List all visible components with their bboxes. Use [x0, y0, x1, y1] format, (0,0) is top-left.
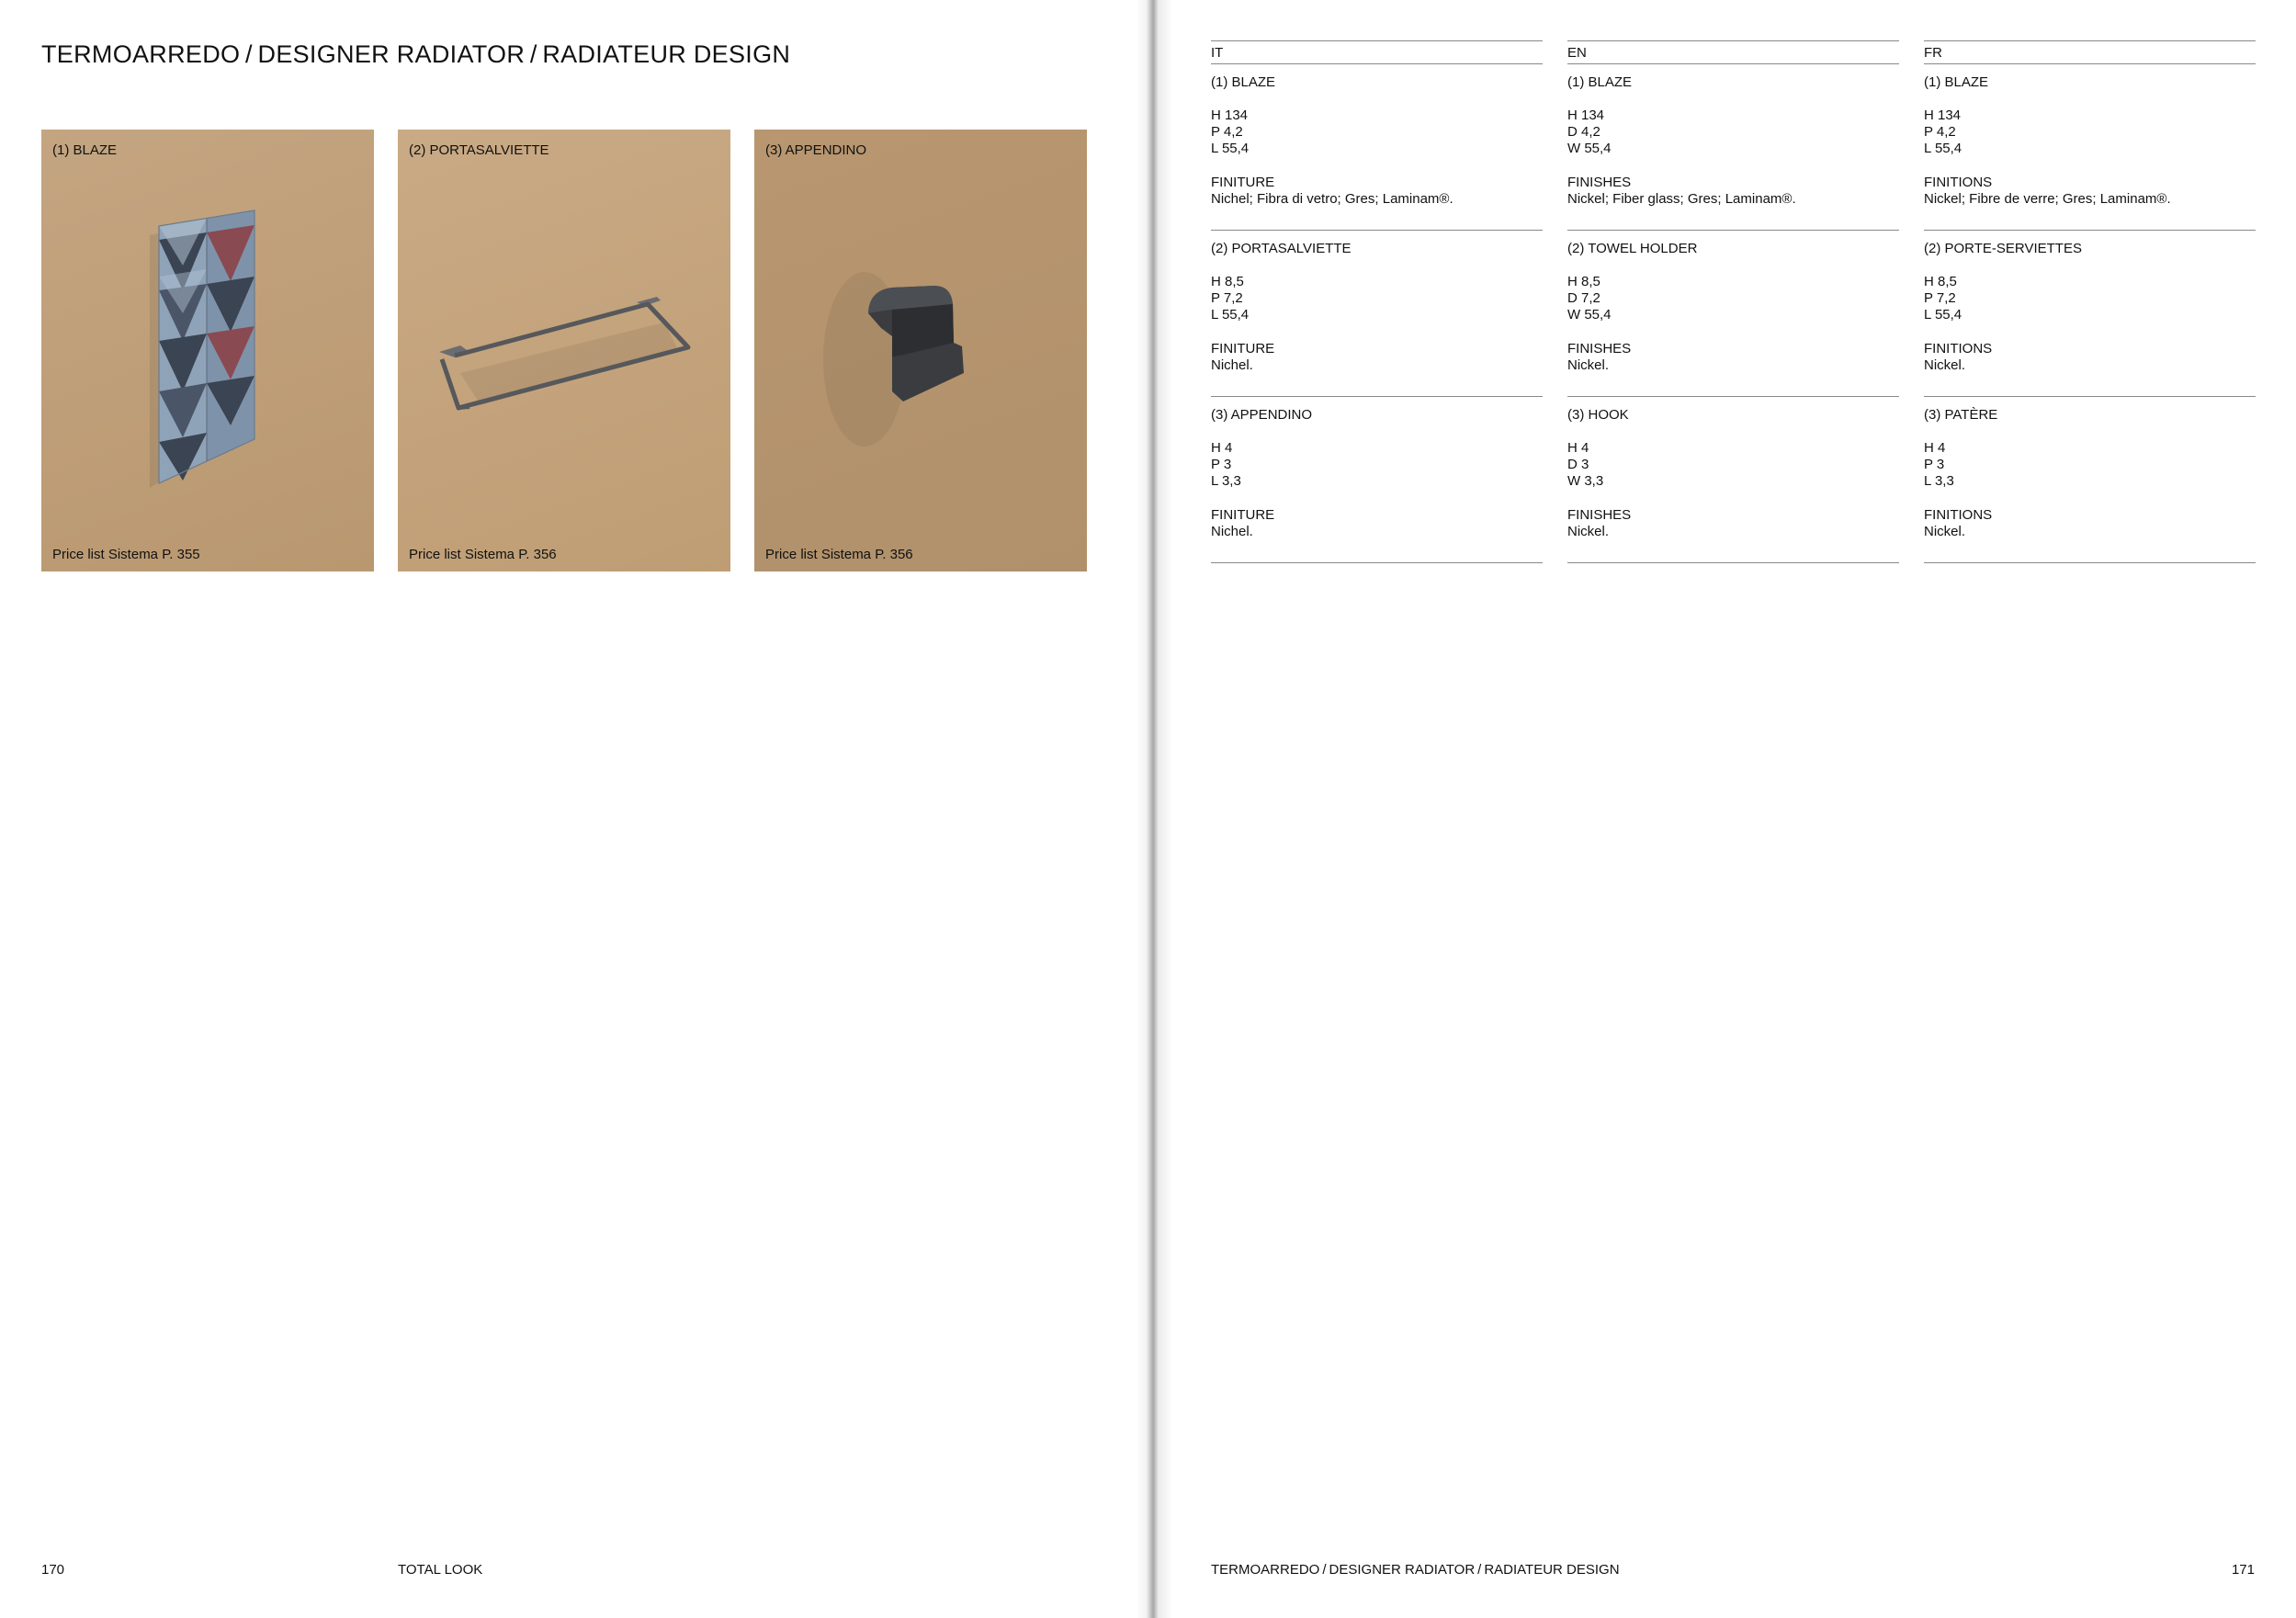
column-fr — [1924, 40, 2256, 563]
dimension-height: H 134 — [1924, 107, 1962, 123]
dimension-height: H 4 — [1924, 440, 1946, 456]
dimensions — [1924, 107, 1962, 157]
card-label: (3) APPENDINO — [765, 142, 867, 158]
dimension-width: W 3,3 — [1567, 473, 1604, 489]
dimension-width: W 55,4 — [1567, 307, 1612, 322]
hook-image — [754, 130, 1087, 571]
dimensions — [1211, 107, 1249, 157]
spec-block-hook — [1924, 397, 2256, 563]
dimension-width: L 55,4 — [1211, 307, 1250, 322]
dimension-depth: D 7,2 — [1567, 290, 1600, 306]
towel-holder-image — [398, 130, 730, 571]
price-list-link[interactable]: Price list Sistema P. 356 — [765, 547, 913, 562]
dimension-depth: P 3 — [1924, 457, 1945, 472]
finish-label: FINISHES — [1567, 507, 1632, 523]
dimension-height: H 4 — [1211, 440, 1233, 456]
dimension-width: W 55,4 — [1567, 141, 1612, 156]
dimension-width: L 55,4 — [1924, 141, 1962, 156]
footer-section-right: TERMOARREDO / DESIGNER RADIATOR / RADIATEUR DESIGN — [1211, 1562, 1620, 1578]
page-title: TERMOARREDO / DESIGNER RADIATOR / RADIATEUR DESIGN — [41, 40, 791, 68]
dimension-height: H 8,5 — [1211, 274, 1244, 289]
price-list-link[interactable]: Price list Sistema P. 355 — [52, 547, 200, 562]
spec-title: (2) PORTASALVIETTE — [1211, 241, 1352, 256]
spec-block-blaze — [1567, 64, 1899, 231]
finish-value: Nickel. — [1924, 524, 1966, 539]
spec-block-blaze — [1924, 64, 2256, 231]
language-heading: IT — [1211, 41, 1543, 64]
price-list-link[interactable]: Price list Sistema P. 356 — [409, 547, 557, 562]
product-card-towel-holder[interactable] — [398, 130, 730, 571]
column-it — [1211, 40, 1543, 563]
dimensions — [1924, 274, 1962, 323]
dimensions — [1567, 107, 1612, 157]
finish-label: FINITURE — [1211, 507, 1275, 523]
dimensions — [1924, 440, 1954, 490]
dimension-height: H 8,5 — [1567, 274, 1600, 289]
finish-label: FINISHES — [1567, 341, 1632, 356]
spec-block-blaze — [1211, 64, 1543, 231]
dimensions — [1211, 440, 1241, 490]
dimensions — [1567, 440, 1603, 490]
page-number-left: 170 — [41, 1562, 65, 1578]
finish-value: Nickel; Fiber glass; Gres; Laminam®. — [1567, 191, 1796, 207]
dimension-depth: P 4,2 — [1211, 124, 1243, 140]
dimension-height: H 134 — [1211, 107, 1249, 123]
language-heading: EN — [1567, 41, 1899, 64]
spec-title: (1) BLAZE — [1924, 74, 1989, 90]
book-gutter-shadow — [1136, 0, 1172, 1618]
page-number-right: 171 — [2231, 1562, 2255, 1578]
dimension-depth: D 4,2 — [1567, 124, 1600, 140]
spec-block-hook — [1211, 397, 1543, 563]
dimension-width: L 3,3 — [1924, 473, 1954, 489]
spec-title: (1) BLAZE — [1567, 74, 1633, 90]
spec-title: (1) BLAZE — [1211, 74, 1276, 90]
column-en — [1567, 40, 1899, 563]
dimensions — [1567, 274, 1612, 323]
blaze-radiator-image — [41, 130, 374, 571]
dimension-width: L 3,3 — [1211, 473, 1241, 489]
finish-label: FINITURE — [1211, 341, 1275, 356]
product-card-blaze[interactable] — [41, 130, 374, 571]
spec-title: (2) TOWEL HOLDER — [1567, 241, 1698, 256]
dimension-height: H 8,5 — [1924, 274, 1957, 289]
spec-block-towel-holder — [1924, 231, 2256, 397]
language-heading: FR — [1924, 41, 2256, 64]
finish-value: Nichel; Fibra di vetro; Gres; Laminam®. — [1211, 191, 1453, 207]
dimension-height: H 134 — [1567, 107, 1605, 123]
spec-block-hook — [1567, 397, 1899, 563]
finish-label: FINITIONS — [1924, 175, 1993, 190]
spec-block-towel-holder — [1211, 231, 1543, 397]
finish-value: Nichel. — [1211, 357, 1253, 373]
dimension-depth: P 3 — [1211, 457, 1232, 472]
dimension-width: L 55,4 — [1924, 307, 1962, 322]
finish-value: Nickel. — [1924, 357, 1966, 373]
dimension-width: L 55,4 — [1211, 141, 1250, 156]
finish-label: FINITIONS — [1924, 507, 1993, 523]
finish-value: Nichel. — [1211, 524, 1253, 539]
finish-label: FINISHES — [1567, 175, 1632, 190]
dimensions — [1211, 274, 1249, 323]
finish-label: FINITIONS — [1924, 341, 1993, 356]
card-label: (2) PORTASALVIETTE — [409, 142, 549, 158]
product-card-hook[interactable] — [754, 130, 1087, 571]
spec-title: (3) APPENDINO — [1211, 407, 1313, 423]
card-label: (1) BLAZE — [52, 142, 118, 158]
spec-title: (3) HOOK — [1567, 407, 1629, 423]
footer-section-left: TOTAL LOOK — [398, 1562, 483, 1578]
spec-title: (3) PATÈRE — [1924, 407, 1998, 423]
dimension-height: H 4 — [1567, 440, 1589, 456]
dimension-depth: D 3 — [1567, 457, 1589, 472]
spec-title: (2) PORTE-SERVIETTES — [1924, 241, 2082, 256]
spec-block-towel-holder — [1567, 231, 1899, 397]
dimension-depth: P 7,2 — [1924, 290, 1956, 306]
finish-label: FINITURE — [1211, 175, 1275, 190]
finish-value: Nickel. — [1567, 524, 1610, 539]
finish-value: Nickel. — [1567, 357, 1610, 373]
dimension-depth: P 4,2 — [1924, 124, 1956, 140]
dimension-depth: P 7,2 — [1211, 290, 1243, 306]
finish-value: Nickel; Fibre de verre; Gres; Laminam®. — [1924, 191, 2171, 207]
